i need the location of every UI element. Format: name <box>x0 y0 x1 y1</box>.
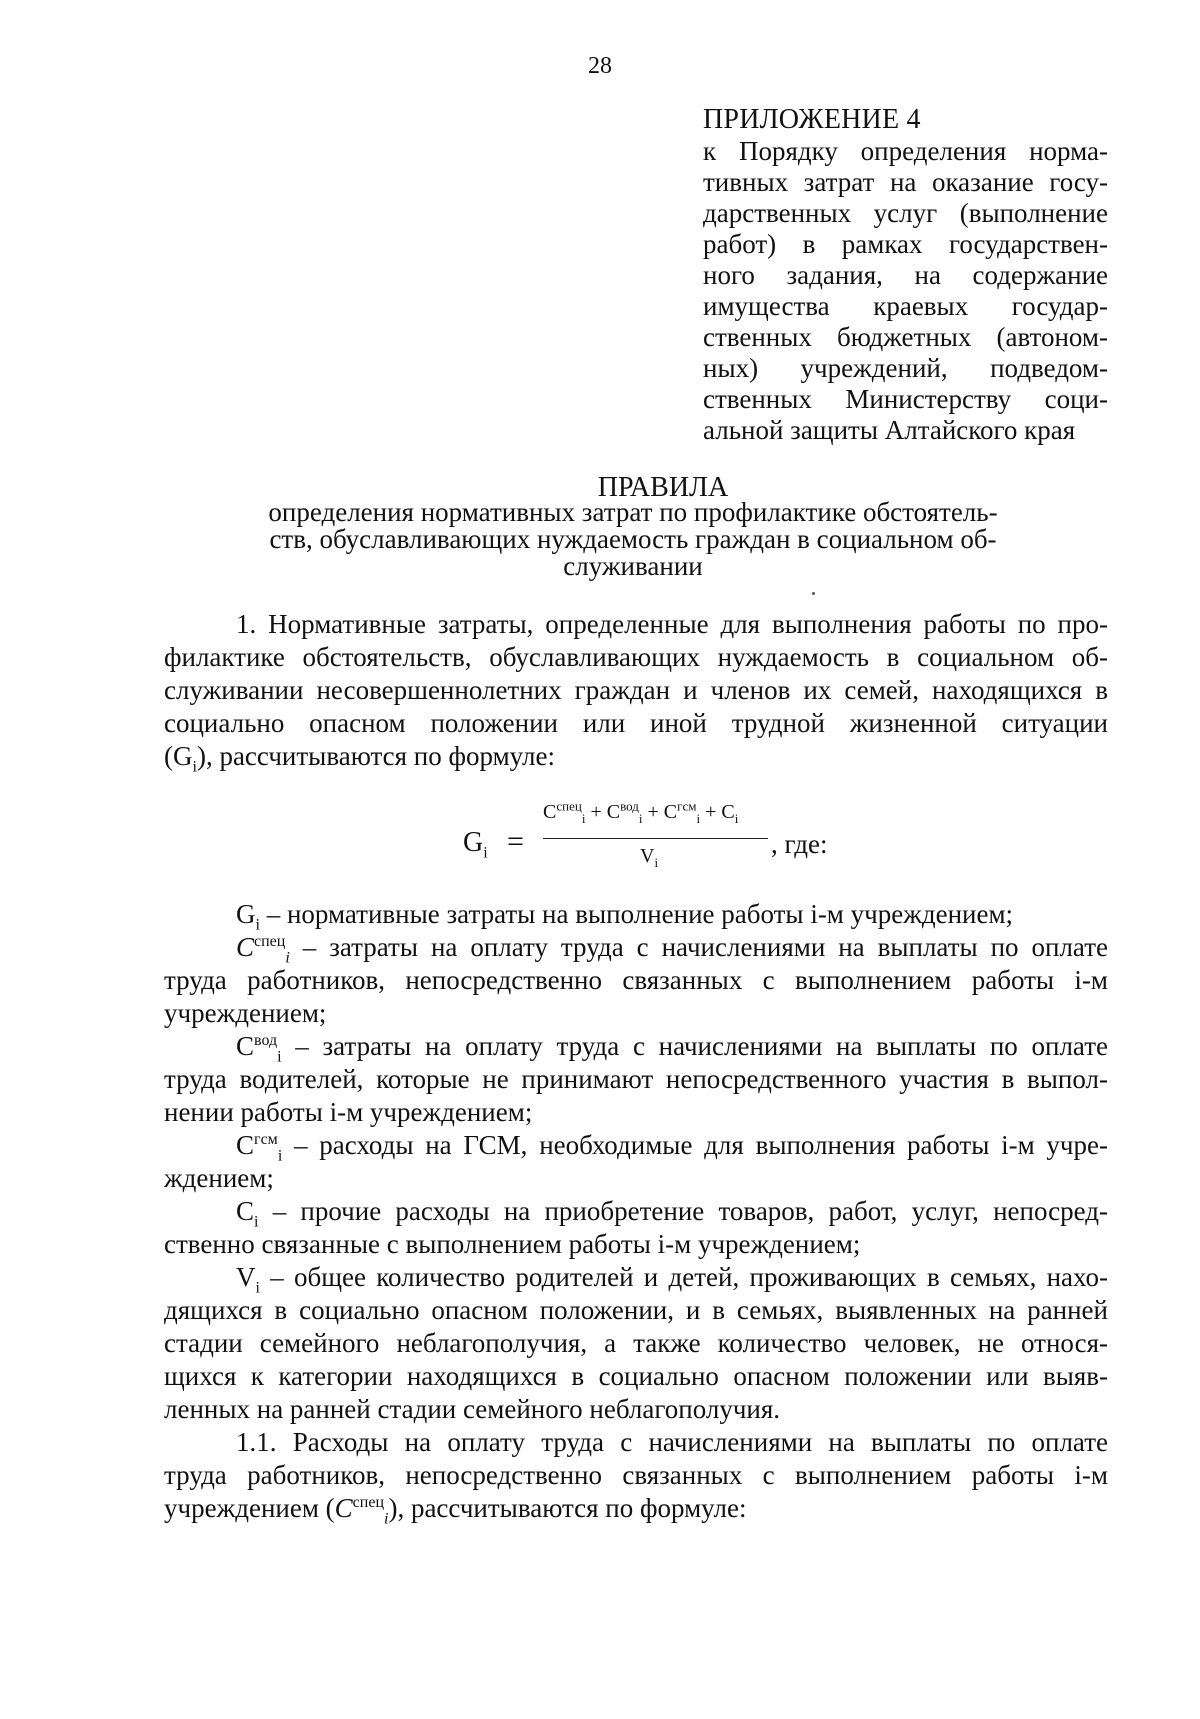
symbol: C <box>606 801 621 823</box>
text-fragment: – расходы на ГСМ, необходимые для выполнения работы i-м учре- <box>282 1130 1108 1160</box>
superscript: спец <box>352 1494 384 1511</box>
annex-line: ного задания, на содержание <box>703 260 1108 290</box>
text-fragment: – общее количество родителей и детей, проживающих в семьях, нахо- <box>259 1262 1108 1292</box>
annex-line: тивных затрат на оказание госу- <box>703 167 1108 197</box>
symbol: C <box>334 1493 353 1523</box>
text-fragment: – затраты на оплату труда с начислениями на выплаты по оплате <box>289 932 1108 962</box>
formula-equals: = <box>507 825 524 858</box>
subscript: i <box>192 758 197 776</box>
formula-gi <box>463 798 828 881</box>
paragraph-line: труда работников, непосредственно связанных с выполнением работы i-м <box>164 1460 1108 1490</box>
subscript: i <box>654 855 659 870</box>
annex-block <box>703 104 1108 446</box>
superscript: гсм <box>254 1131 278 1148</box>
paragraph-line: ждением; <box>164 1163 274 1193</box>
subscript: i <box>384 1510 389 1528</box>
definition-gi <box>164 898 1108 934</box>
subscript: i <box>277 1147 283 1165</box>
paragraph-line: учреждением; <box>164 998 327 1028</box>
symbol: C <box>236 1196 255 1226</box>
definition-cgsm <box>164 1129 1108 1165</box>
paragraph-line: служивании несовершеннолетних граждан и членов их семей, находящихся в <box>164 675 1108 705</box>
paragraph-line: филактике обстоятельств, обуславливающих нуждаемость в социальном об- <box>164 642 1108 672</box>
text-fragment: – нормативные затраты на выполнение работы i-м учреждением; <box>259 899 1014 929</box>
symbol: C <box>236 932 255 962</box>
symbol: V <box>236 1262 256 1292</box>
superscript: гсм <box>677 798 697 814</box>
annex-line: ственных бюджетных (автоном- <box>703 322 1108 352</box>
subscript: i <box>285 949 290 967</box>
paragraph-line: дящихся в социально опасном положении, и в семьях, выявленных на ранней <box>164 1295 1108 1325</box>
operator: + <box>705 801 717 823</box>
scan-speck <box>812 592 815 595</box>
paragraph-1-1: 1.1. Расходы на оплату труда с начислениями на выплаты по оплате <box>236 1427 1108 1457</box>
paragraph-line: ленных на ранней стадии семейного неблагополучия. <box>164 1394 781 1424</box>
definition-cvod <box>164 1030 1108 1066</box>
symbol: C <box>236 1031 255 1061</box>
formula-lhs <box>463 827 488 862</box>
subscript: i <box>581 811 586 826</box>
annex-line: ных) учреждений, подведом- <box>703 353 1108 383</box>
subscript: i <box>638 811 643 826</box>
fraction-bar <box>543 838 768 839</box>
subscript: i <box>734 811 739 826</box>
superscript: вод <box>620 798 639 814</box>
paragraph-1 <box>164 608 1108 776</box>
definition-cspec <box>164 931 1108 967</box>
annex-title: ПРИЛОЖЕНИЕ 4 <box>703 104 921 135</box>
subscript: i <box>255 916 260 934</box>
text-fragment: – прочие расходы на приобретение товаров, работ, услуг, непосред- <box>258 1196 1108 1226</box>
annex-line: альной защиты Алтайского края <box>703 415 1076 445</box>
paragraph-line: социально опасном положении или иной трудной жизненной ситуации <box>164 708 1108 738</box>
page-number: 28 <box>588 53 612 79</box>
text-fragment: учреждением ( <box>164 1493 335 1523</box>
superscript: спец <box>254 933 286 950</box>
text-fragment: ), рассчитываются по формуле: <box>388 1493 747 1523</box>
text-fragment: – затраты на оплату труда с начислениями на выплаты по оплате <box>281 1031 1108 1061</box>
text-fragment: (G <box>164 741 193 771</box>
paragraph-line: щихся к категории находящихся в социально опасном положении или выяв- <box>164 1361 1108 1391</box>
annex-line: дарственных услуг (выполнение <box>703 198 1108 228</box>
paragraph-line <box>164 740 1108 776</box>
subscript: i <box>696 811 701 826</box>
rules-subtitle-line: определения нормативных затрат по профилактике обстоятель- <box>268 497 998 527</box>
operator: + <box>647 801 659 823</box>
text-fragment: ), рассчитываются по формуле: <box>196 741 555 771</box>
formula-where: , где: <box>771 829 828 859</box>
symbol: V <box>640 845 655 867</box>
definition-vi <box>164 1261 1108 1297</box>
rules-subtitle-line: служивании <box>563 551 703 581</box>
subscript: i <box>254 1213 259 1231</box>
definition-ci <box>164 1195 1108 1231</box>
subscript: i <box>277 1048 282 1066</box>
paragraph-line: труда водителей, которые не принимают непосредственного участия в выпол- <box>164 1064 1108 1094</box>
annex-line: к Порядку определения норма- <box>703 136 1108 166</box>
subscript: i <box>483 844 488 862</box>
definitions <box>164 898 1108 1528</box>
paragraph-line: стадии семейного неблагополучия, а также количество человек, не относя- <box>164 1328 1108 1358</box>
paragraph-line <box>164 1492 1108 1528</box>
symbol: C <box>663 801 678 823</box>
symbol: C <box>543 801 557 823</box>
rules-title: ПРАВИЛА <box>597 472 729 503</box>
annex-line: работ) в рамках государствен- <box>703 229 1108 259</box>
operator: + <box>590 801 602 823</box>
superscript: вод <box>254 1032 278 1049</box>
paragraph-line: ственно связанные с выполнением работы i-м учреждением; <box>164 1229 861 1259</box>
symbol: G <box>463 827 484 858</box>
annex-line: ственных Министерству соци- <box>703 384 1108 414</box>
paragraph-line: 1. Нормативные затраты, определенные для выполнения работы по про- <box>236 609 1108 639</box>
formula-denominator <box>640 845 658 868</box>
paragraph-line: труда работников, непосредственно связанных с выполнением работы i-м <box>164 965 1108 995</box>
subscript: i <box>255 1279 260 1297</box>
formula-numerator <box>543 798 739 826</box>
superscript: спец <box>556 798 582 814</box>
rules-subtitle <box>230 499 1036 580</box>
symbol: C <box>236 1130 255 1160</box>
symbol: C <box>721 801 735 823</box>
symbol: G <box>236 899 256 929</box>
rules-subtitle-line: ств, обуславливающих нуждаемость граждан в социальном об- <box>269 524 997 554</box>
paragraph-line: нении работы i-м учреждением; <box>164 1097 533 1127</box>
annex-line: имущества краевых государ- <box>703 291 1108 321</box>
